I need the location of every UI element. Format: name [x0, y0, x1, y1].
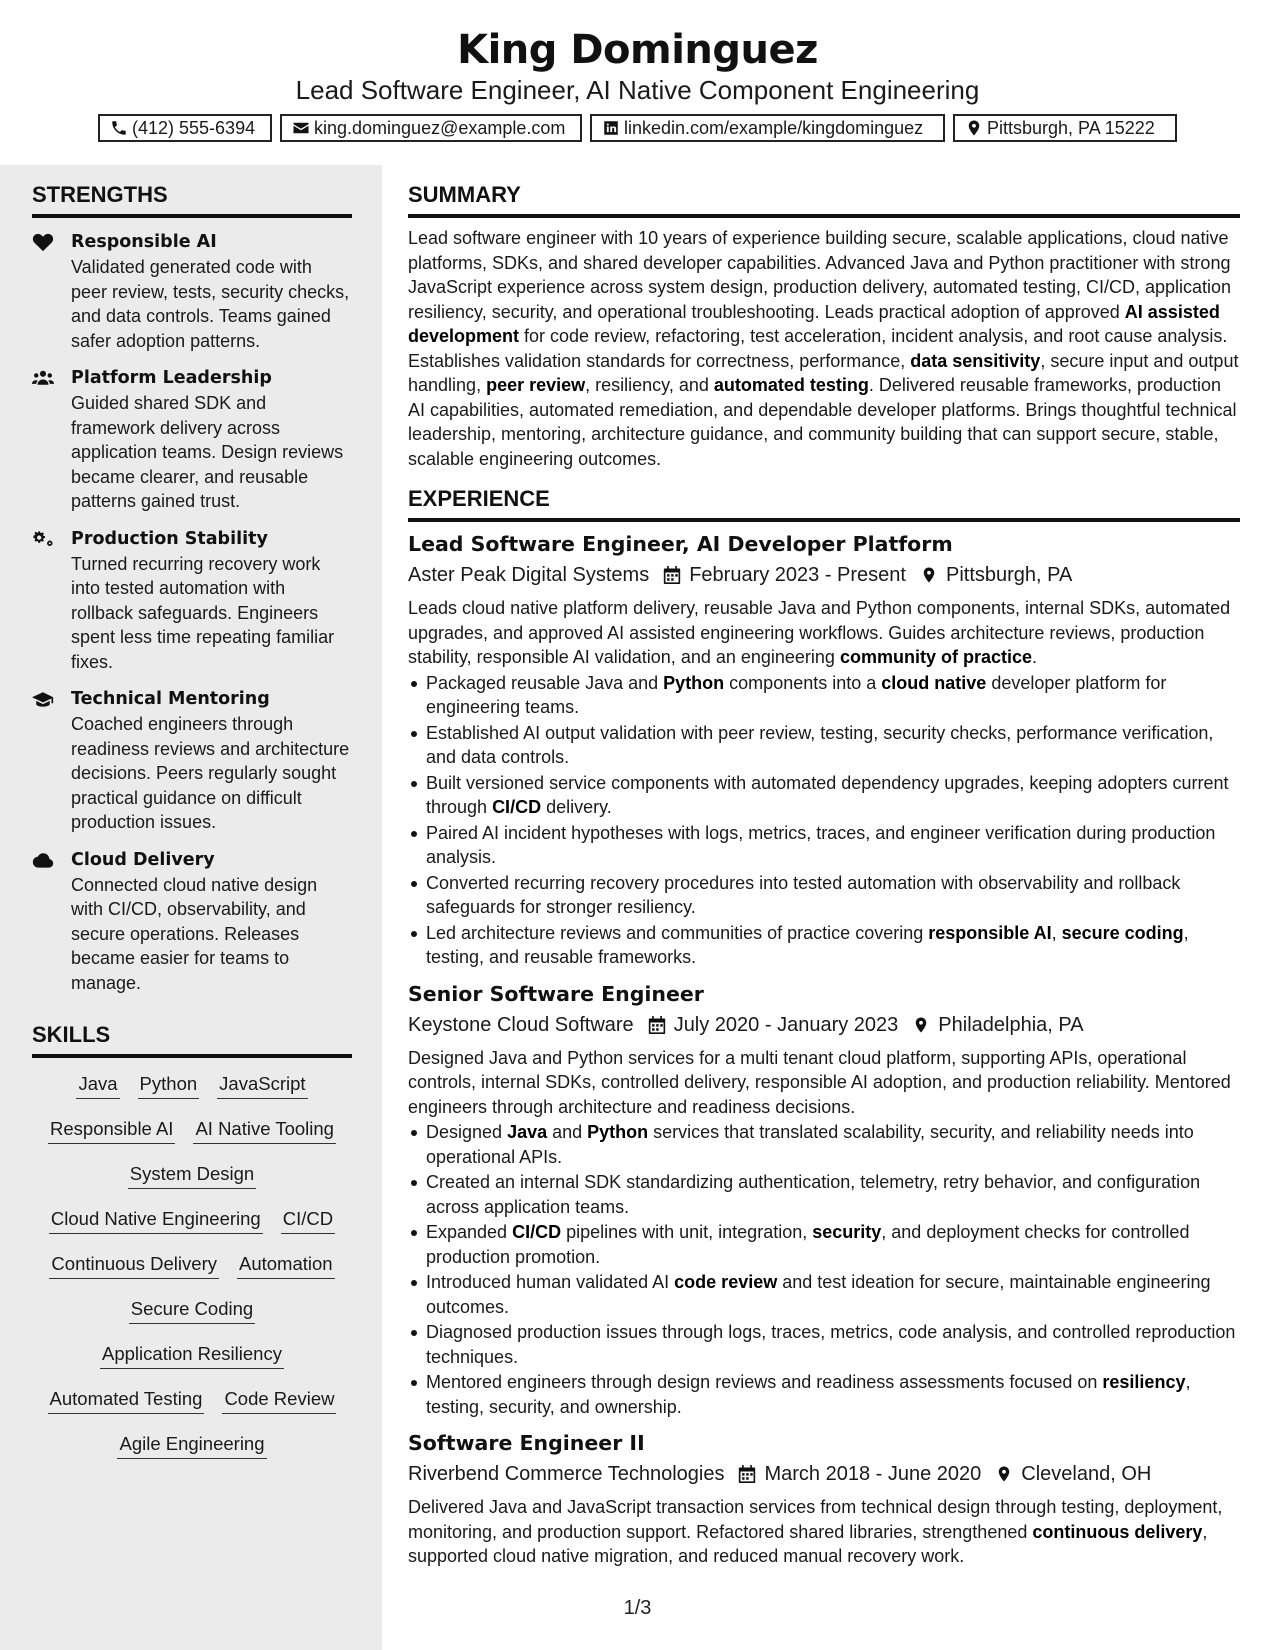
users-icon [32, 368, 54, 388]
resume-header [0, 0, 1275, 165]
job-location: Philadelphia, PA [938, 1013, 1084, 1036]
contact-location [953, 114, 1177, 142]
skill-tag: AI Native Tooling [193, 1117, 336, 1144]
bullet-text: CI/CD [512, 1222, 562, 1242]
summary-part: Lead software engineer with 10 years of experience building secure, scalable applications, cloud native platforms, SDKs, and shared developer capabilities. Advanced Java and Python practitioner with strong JavaScript experience across system design, production delivery, automated testing, CI/CD, application resiliency, security, and operational troubleshooting. Leads practical adoption of approved [408, 228, 1232, 322]
job-meta [408, 1459, 1240, 1489]
candidate-name: King Dominguez [457, 27, 818, 73]
contact-linkedin[interactable] [590, 114, 945, 142]
map-pin-icon [965, 119, 983, 137]
skill-tag: Continuous Delivery [49, 1252, 219, 1279]
bullet-text: Established AI output validation with peer review, testing, security checks, performance verification, and data controls. [426, 722, 1214, 767]
linkedin-text: linkedin.com/example/kingdominguez [624, 117, 924, 138]
bullet-text: pipelines with unit, integration, [561, 1222, 813, 1242]
summary-bold: AI assisted development [408, 301, 1220, 346]
graduation-cap-icon [32, 689, 54, 709]
job-description [408, 596, 1240, 670]
job-entry [408, 979, 1240, 1420]
heart-icon [32, 232, 54, 252]
skill-row [32, 1072, 352, 1117]
list-item [426, 821, 1240, 870]
skill-tag: Java [76, 1072, 119, 1099]
bullet-text: cloud native [881, 672, 987, 693]
job-meta [408, 560, 1240, 590]
bullet-text: , testing, security, and ownership. [426, 1372, 1191, 1417]
list-item [426, 1270, 1240, 1319]
summary-part: . Delivered reusable frameworks, production AI capabilities, automated remediation, and dependable developer platforms. Brings thoughtful technical leadership, mentoring, architecture guidance, and community building that can support secure, stable, scalable engineering outcomes. [408, 375, 1237, 469]
strength-title: Cloud Delivery [71, 849, 215, 870]
bullet-text: secure coding [1061, 922, 1184, 943]
bullet-text: Designed [426, 1122, 508, 1142]
bullet-text: Led architecture reviews and communities of practice covering [426, 922, 929, 943]
phone-text: (412) 555-6394 [132, 117, 256, 138]
list-item [426, 921, 1240, 970]
skill-tag: Secure Coding [129, 1297, 255, 1324]
linkedin-icon [602, 119, 620, 137]
bullet-text: Converted recurring recovery procedures into tested automation with observability and rollback safeguards for stronger resiliency. [426, 872, 1181, 917]
job-location: Cleveland, OH [1021, 1463, 1152, 1485]
job-desc-bold: continuous delivery [1032, 1521, 1203, 1542]
phone-icon [110, 119, 128, 137]
map-pin-icon [920, 565, 938, 585]
skill-row [32, 1117, 352, 1162]
experience-heading: EXPERIENCE [408, 484, 1240, 522]
skill-row [32, 1432, 352, 1477]
sidebar [0, 165, 382, 1650]
strengths-heading: STRENGTHS [32, 180, 352, 218]
job-title: Software Engineer II [408, 1431, 645, 1455]
skill-tag: Code Review [222, 1387, 336, 1414]
email-text: king.dominguez@example.com [314, 117, 566, 138]
calendar-icon [648, 1015, 666, 1035]
strength-title: Responsible AI [71, 232, 217, 252]
summary-text [408, 226, 1240, 471]
job-company: Riverbend Commerce Technologies [408, 1463, 725, 1485]
bullet-text: components into a [724, 672, 882, 693]
job-title: Senior Software Engineer [408, 981, 704, 1006]
bullet-text: security [812, 1222, 882, 1242]
job-desc-part: Leads cloud native platform delivery, reusable Java and Python components, internal SDKs, automated upgrades, and approved AI assisted engineering workflows. Guides architecture reviews, production stability, responsible AI validation, and an engineering [408, 598, 1231, 667]
job-location: Pittsburgh, PA [945, 564, 1073, 586]
candidate-title: Lead Software Engineer, AI Native Component Engineering [295, 75, 980, 105]
summary-heading: SUMMARY [408, 180, 1240, 218]
bullet-text: services that translated scalability, security, and reliability needs into operational APIs. [426, 1122, 1194, 1167]
job-meta [408, 1010, 1240, 1040]
job-desc-bold: community of practice [839, 647, 1032, 667]
bullet-text: , [1051, 922, 1062, 943]
strength-item [32, 229, 352, 353]
strength-desc: Guided shared SDK and framework delivery across application teams. Design reviews became clearer, and reusable patterns gained trust. [71, 393, 344, 511]
summary-part: , resiliency, and [585, 375, 714, 395]
strength-item [32, 847, 352, 996]
gears-icon [32, 529, 54, 549]
bullet-text: Introduced human validated AI [426, 1272, 675, 1292]
bullet-text: Paired AI incident hypotheses with logs, metrics, traces, and engineer verification during production analysis. [426, 822, 1216, 867]
bullet-text: developer platform for engineering teams. [426, 672, 1167, 717]
skill-tag: Python [138, 1072, 200, 1099]
skill-tag: Automated Testing [48, 1387, 205, 1414]
map-pin-icon [912, 1015, 930, 1035]
skill-tag: Agile Engineering [117, 1432, 266, 1459]
bullet-text: Created an internal SDK standardizing authentication, telemetry, retry behavior, and configuration across application teams. [426, 1172, 1201, 1217]
list-item [426, 771, 1240, 820]
job-desc-part: , supported cloud native migration, and reduced manual recovery work. [408, 1521, 1208, 1566]
skill-tag: CI/CD [281, 1207, 335, 1234]
job-company: Aster Peak Digital Systems [408, 564, 650, 586]
job-bullets [408, 671, 1240, 970]
skill-tag: Automation [237, 1252, 335, 1279]
list-item [426, 721, 1240, 770]
job-desc-part: . [1032, 647, 1038, 667]
list-item [426, 871, 1240, 920]
job-title: Lead Software Engineer, AI Developer Platform [408, 532, 953, 556]
envelope-icon [292, 119, 310, 137]
summary-part: , secure input and output handling, [408, 350, 1239, 395]
job-bullets [408, 1120, 1240, 1419]
strength-title: Technical Mentoring [71, 689, 270, 709]
skill-row [32, 1387, 352, 1432]
contact-email[interactable] [280, 114, 582, 142]
list-item [426, 1120, 1240, 1169]
summary-bold: data sensitivity [910, 350, 1041, 371]
strength-title: Platform Leadership [71, 368, 272, 388]
list-item [426, 1320, 1240, 1369]
strength-item [32, 526, 352, 675]
bullet-text: delivery. [541, 797, 612, 817]
job-dates: February 2023 - Present [689, 564, 906, 586]
list-item [426, 671, 1240, 720]
list-item [426, 1220, 1240, 1269]
bullet-text: CI/CD [492, 797, 542, 817]
bullet-text: resiliency [1102, 1372, 1186, 1392]
skills-list [32, 1072, 352, 1477]
list-item [426, 1170, 1240, 1219]
strength-item [32, 365, 352, 514]
job-description [408, 1495, 1240, 1569]
job-dates: March 2018 - June 2020 [764, 1463, 982, 1485]
summary-part: for code review, refactoring, test acceleration, incident analysis, and root cause analysis. Establishes validation standards for correctness, performance, [408, 326, 1228, 371]
bullet-text: , and deployment checks for controlled production promotion. [426, 1222, 1190, 1267]
job-dates: July 2020 - January 2023 [673, 1013, 899, 1036]
strength-desc: Coached engineers through readiness reviews and architecture decisions. Peers regularly sought practical guidance on difficult production issues. [71, 714, 350, 832]
experience-list [408, 529, 1240, 1569]
skills-heading: SKILLS [32, 1020, 352, 1058]
bullet-text: Python [587, 1122, 649, 1142]
list-item [426, 1370, 1240, 1419]
strength-title: Production Stability [71, 528, 268, 549]
strengths-section [32, 180, 352, 995]
job-company: Keystone Cloud Software [408, 1013, 634, 1036]
job-entry [408, 1428, 1240, 1569]
job-description [408, 1046, 1240, 1120]
calendar-icon [663, 565, 681, 585]
skill-tag: JavaScript [217, 1072, 307, 1099]
skills-section [32, 1020, 352, 1477]
bullet-text: , testing, and reusable frameworks. [426, 922, 1189, 967]
bullet-text: Built versioned service components with automated dependency upgrades, keeping adopters current through [426, 772, 1229, 817]
page-number: 1/3 [623, 1597, 652, 1619]
job-desc-part: Delivered Java and JavaScript transaction services from technical design through testing, deployment, monitoring, and production support. Refactored shared libraries, strengthened [408, 1497, 1223, 1542]
strength-desc: Connected cloud native design with CI/CD, observability, and secure operations. Releases became easier for teams to manage. [71, 874, 318, 993]
bullet-text: Java [507, 1122, 548, 1142]
summary-bold: peer review [486, 375, 586, 395]
calendar-icon [738, 1464, 756, 1484]
bullet-text: and [547, 1122, 588, 1142]
bullet-text: Python [663, 672, 725, 693]
strength-desc: Validated generated code with peer review, tests, security checks, and data controls. Teams gained safer adoption patterns. [71, 257, 350, 351]
skill-row [32, 1297, 352, 1342]
skill-row [32, 1252, 352, 1297]
strength-desc: Turned recurring recovery work into tested automation with rollback safeguards. Engineers spent less time repeating familiar fixes. [71, 553, 335, 672]
job-entry [408, 529, 1240, 970]
strength-item [32, 686, 352, 835]
skill-tag: Cloud Native Engineering [49, 1207, 263, 1234]
skill-tag: Responsible AI [48, 1117, 175, 1144]
contact-bar [0, 114, 1275, 142]
bullet-text: and test ideation for secure, maintainable engineering outcomes. [426, 1272, 1211, 1317]
skill-row [32, 1162, 352, 1207]
skill-row [32, 1207, 352, 1252]
summary-bold: automated testing [713, 375, 869, 395]
main-column [408, 165, 1240, 1569]
cloud-icon [32, 850, 54, 870]
skill-tag: Application Resiliency [100, 1342, 284, 1369]
bullet-text: Expanded [426, 1222, 513, 1242]
map-pin-icon [995, 1464, 1013, 1484]
location-text: Pittsburgh, PA 15222 [987, 117, 1155, 138]
bullet-text: Mentored engineers through design reviews and readiness assessments focused on [426, 1372, 1103, 1392]
bullet-text: Packaged reusable Java and [426, 672, 664, 693]
job-desc-part: Designed Java and Python services for a multi tenant cloud platform, supporting APIs, operational controls, internal SDKs, controlled delivery, responsible AI adoption, and production reliability. Mentored engineers through architecture and readiness decisions. [408, 1047, 1231, 1117]
skill-tag: System Design [128, 1162, 256, 1189]
bullet-text: Diagnosed production issues through logs, traces, metrics, code analysis, and controlled reproduction techniques. [426, 1322, 1236, 1367]
contact-phone[interactable] [98, 114, 272, 142]
bullet-text: responsible AI [928, 922, 1052, 943]
skill-row [32, 1342, 352, 1387]
bullet-text: code review [674, 1272, 778, 1292]
